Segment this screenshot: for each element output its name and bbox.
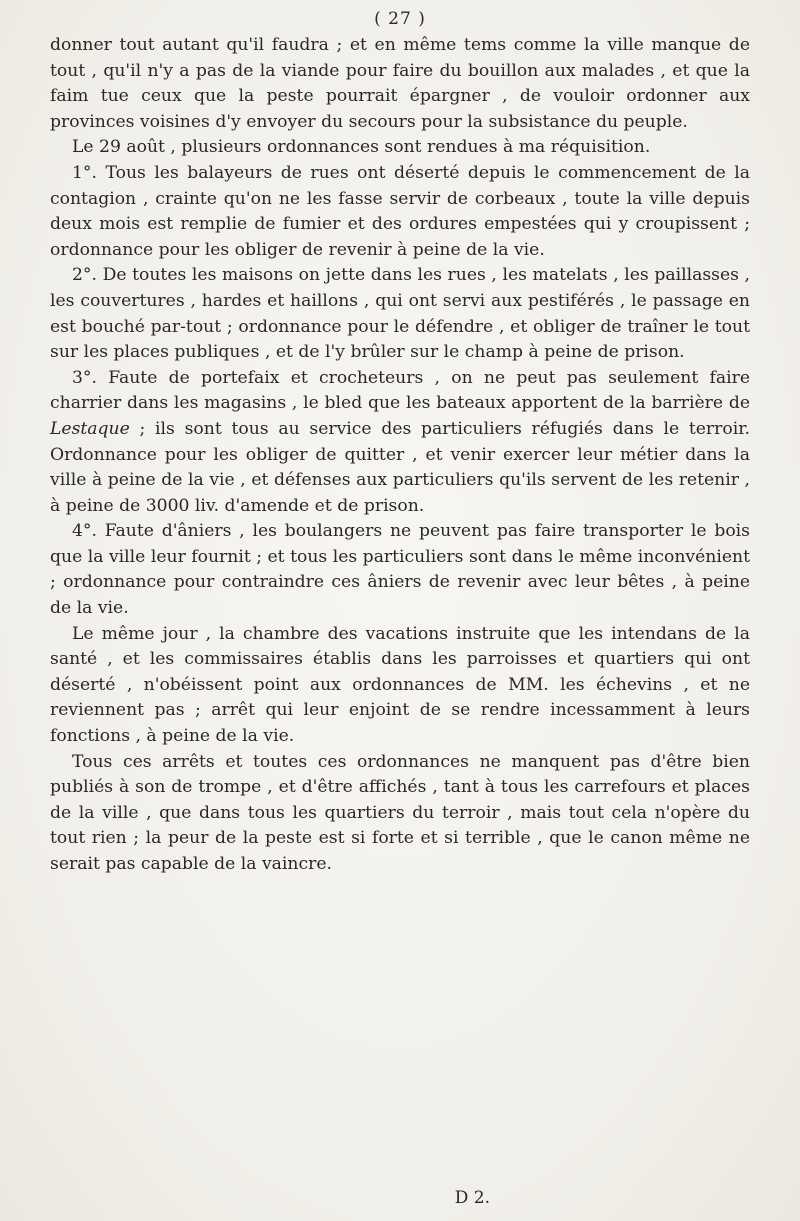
paragraph: 4°. Faute d'âniers , les boulangers ne peuvent pas faire transporter le bois que la ville leur fournit ; et tous les particuliers sont dans le même inconvénient ; ordonnance pour contraindre ces âniers de revenir avec leur bêtes , à peine de la vie. [50, 521, 750, 619]
paragraph: 1°. Tous les balayeurs de rues ont déserté depuis le commencement de la contagion , crainte qu'on ne les fasse servir de corbeaux , toute la ville depuis deux mois est remplie de fumier et des ordures empestées qui y croupissent ; ordonnance pour les obliger de revenir à peine de la vie. [50, 162, 750, 260]
paragraph: Le 29 août , plusieurs ordonnances sont rendues à ma réquisition. [72, 137, 651, 158]
paragraph: Le même jour , la chambre des vacations instruite que les intendans de la santé , et les commissaires établis dans les parroisses et quartiers qui ont déserté , n'obéissent point aux ordonnances de MM. les échevins , et ne reviennent pas ; arrêt qui leur enjoint de se rendre incessamment à leurs fonctions , à peine de la vie. [50, 623, 750, 747]
paragraph: Tous ces arrêts et toutes ces ordonnances ne manquent pas d'être bien publiés à son de trompe , et d'être affichés , tant à tous les carrefours et places de la ville , que dans tous les quartiers du terroir , mais tout cela n'opère du tout rien ; la peur de la peste est si forte et si terrible , que le canon même ne serait pas capable de la vaincre. [50, 751, 750, 874]
paragraph-text: ; ils sont tous au service des particuliers réfugiés dans le terroir. Ordonnance pour les obliger de quitter , et venir exercer leur métier dans la ville à peine de la vie , et défenses aux particuliers qu'ils servent de les retenir , à peine de 3000 liv. d'amende et de prison. [50, 418, 750, 516]
page-text [50, 8, 750, 878]
paragraph-text: 3°. Faute de portefaix et crocheteurs , on ne peut pas seulement faire charrier dans les magasins , le bled que les bateaux apportent de la barrière de [50, 367, 750, 414]
signature-mark: D 2. [454, 1188, 490, 1208]
page-number: ( 27 ) [374, 9, 426, 29]
paragraph: donner tout autant qu'il faudra ; et en même tems comme la ville manque de tout , qu'il n'y a pas de la viande pour faire du bouillon aux malades , et que la faim tue ceux que la peste pourrait épargner , de vouloir ordonner aux provinces voisines d'y envoyer du secours pour la subsistance du peuple. [50, 35, 750, 132]
paragraph [50, 366, 750, 520]
paragraph: 2°. De toutes les maisons on jette dans les rues , les matelats , les paillasses , les couvertures , hardes et haillons , qui ont servi aux pestiférés , le passage en est bouché par-tout ; ordonnance pour le défendre , et obliger de traîner le tout sur les places publiques , et de l'y brûler sur le champ à peine de prison. [50, 265, 750, 363]
place-name-italic: Lestaque [50, 418, 130, 439]
